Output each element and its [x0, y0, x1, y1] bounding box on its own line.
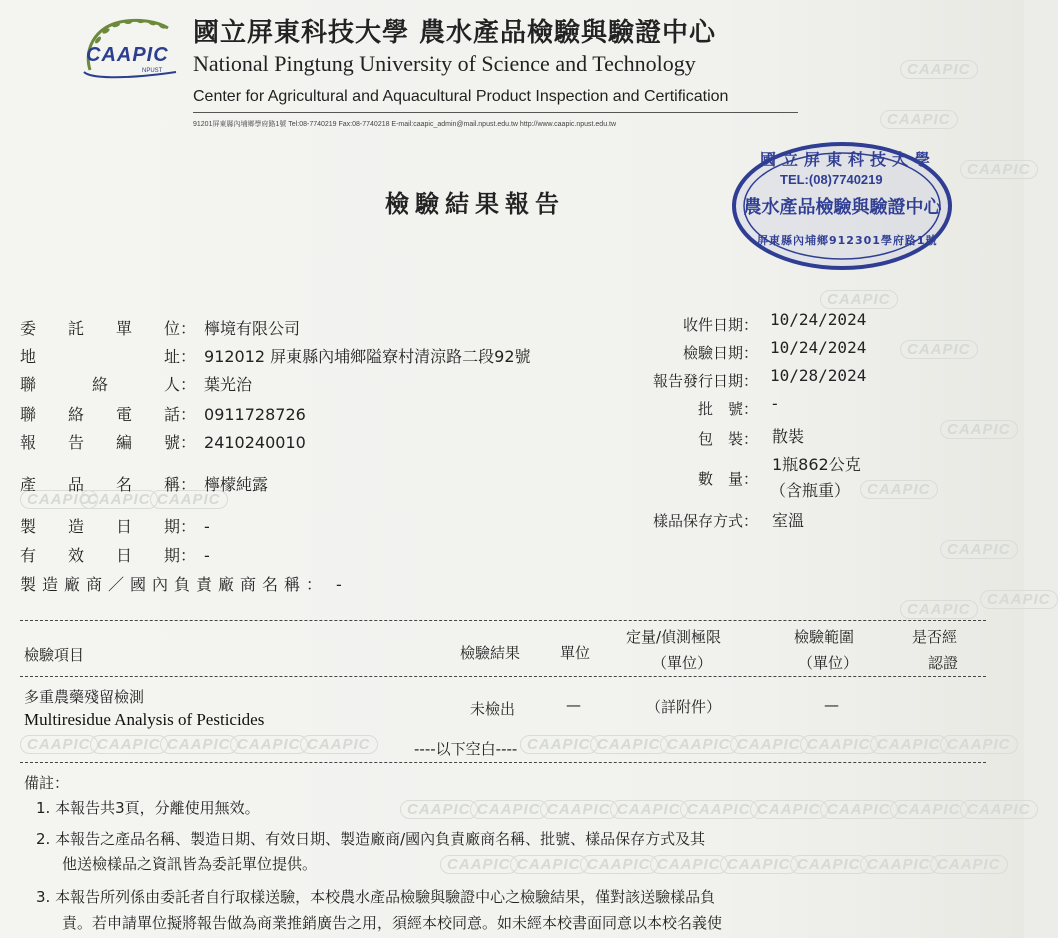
watermark-tile: CAAPIC	[720, 855, 798, 874]
field-label: 產品名稱	[20, 475, 180, 494]
stamp-center-text: 農水產品檢驗與驗證中心	[743, 197, 942, 218]
table-bottom-divider	[20, 762, 986, 763]
field-manufacture-date: 製造日期： -	[20, 514, 210, 537]
field-value: -	[336, 575, 348, 594]
field-value-issued: 10/28/2024	[770, 366, 867, 385]
field-label: 有效日期	[20, 546, 180, 565]
field-report-number: 報告編號： 2410240010	[20, 430, 306, 453]
field-value-packaging: 散裝	[772, 427, 805, 446]
field-value: -	[204, 517, 210, 536]
col-header-result: 檢驗結果	[460, 644, 521, 662]
watermark-tile: CAAPIC	[790, 855, 868, 874]
watermark-tile: CAAPIC	[940, 540, 1018, 559]
watermark-tile: CAAPIC	[660, 735, 738, 754]
field-label: 製造日期	[20, 517, 180, 536]
watermark-tile: CAAPIC	[960, 160, 1038, 179]
logo-text: CAAPIC	[86, 44, 169, 66]
watermark-tile: CAAPIC	[590, 735, 668, 754]
row-limit: （詳附件）	[646, 698, 722, 716]
field-label-packaging: 包 裝：	[697, 430, 758, 448]
field-value: 葉光治	[204, 375, 253, 394]
field-phone: 聯絡電話： 0911728726	[20, 402, 306, 425]
watermark-tile: CAAPIC	[440, 855, 518, 874]
watermark-tile: CAAPIC	[610, 800, 688, 819]
watermark-tile: CAAPIC	[160, 735, 238, 754]
field-label-tested: 檢驗日期：	[682, 344, 758, 362]
table-header-divider	[20, 676, 986, 677]
stamp-tel: TEL:(08)7740219	[780, 172, 883, 187]
watermark-tile: CAAPIC	[470, 800, 548, 819]
field-label-storage: 樣品保存方式：	[652, 512, 758, 530]
watermark-tile: CAAPIC	[90, 735, 168, 754]
col-header-limit: 定量/偵測極限	[626, 628, 722, 646]
col-header-range-unit: （單位）	[798, 654, 859, 672]
row-item-en: Multiresidue Analysis of Pesticides	[24, 710, 265, 729]
field-client: 委託單位： 檸境有限公司	[20, 316, 300, 339]
note-2: 2. 本報告之產品名稱、製造日期、有效日期、製造廠商/國內負責廠商名稱、批號、樣品保存方式及其	[36, 830, 706, 848]
org-name-en: National Pingtung University of Science and Technology	[193, 51, 696, 76]
watermark-tile: CAAPIC	[890, 800, 968, 819]
field-value: 2410240010	[204, 433, 306, 452]
note-2-cont: 他送檢樣品之資訊皆為委託單位提供。	[62, 855, 318, 873]
field-value: -	[204, 546, 210, 565]
blank-marker: ----以下空白----	[414, 740, 518, 758]
field-value-storage: 室溫	[772, 511, 805, 530]
watermark-tile: CAAPIC	[900, 340, 978, 359]
row-range: —	[824, 696, 839, 714]
watermark-tile: CAAPIC	[860, 855, 938, 874]
watermark-tile: CAAPIC	[900, 60, 978, 79]
watermark-tile: CAAPIC	[800, 735, 878, 754]
field-contact-person: 聯絡人： 葉光治	[20, 372, 252, 395]
col-header-range: 檢驗範圍	[794, 628, 855, 646]
watermark-tile: CAAPIC	[880, 110, 958, 129]
watermark-tile: CAAPIC	[730, 735, 808, 754]
field-label: 委託單位	[20, 319, 180, 338]
field-value-quantity-note: （含瓶重）	[770, 481, 851, 500]
watermark-tile: CAAPIC	[80, 490, 158, 509]
logo-subtext: NPUST	[142, 68, 163, 74]
note-3-cont: 責。若申請單位擬將報告做為商業推銷廣告之用，須經本校同意。如未經本校書面同意以本校名義使	[62, 914, 723, 932]
header-divider	[193, 112, 798, 113]
field-value-tested: 10/24/2024	[770, 338, 867, 357]
watermark-tile: CAAPIC	[870, 735, 948, 754]
watermark-tile: CAAPIC	[750, 800, 828, 819]
table-top-divider	[20, 620, 986, 621]
watermark-tile: CAAPIC	[960, 800, 1038, 819]
col-header-unit: 單位	[560, 644, 591, 662]
watermark-tile: CAAPIC	[940, 735, 1018, 754]
report-title: 檢驗結果報告	[385, 189, 565, 218]
watermark-tile: CAAPIC	[510, 855, 588, 874]
row-unit: —	[566, 696, 581, 714]
watermark-tile: CAAPIC	[400, 800, 478, 819]
field-label-received: 收件日期：	[682, 316, 758, 334]
watermark-tile: CAAPIC	[930, 855, 1008, 874]
field-product-name: 產品名稱： 檸檬純露	[20, 472, 268, 495]
field-value: 檸境有限公司	[204, 319, 301, 338]
field-value: 912012 屏東縣內埔鄉隘寮村清涼路二段92號	[204, 347, 531, 366]
field-label: 製造廠商／國內負責廠商名稱	[20, 575, 307, 594]
field-manufacturer: 製造廠商／國內負責廠商名稱： -	[20, 575, 348, 594]
note-1: 1. 本報告共3頁，分離使用無效。	[36, 799, 260, 817]
stamp-top-text: 國立屏東科技大學	[760, 150, 937, 169]
col-header-item: 檢驗項目	[24, 646, 85, 664]
watermark-tile: CAAPIC	[520, 735, 598, 754]
field-value: 0911728726	[204, 405, 306, 424]
stamp-bottom-text: 屏東縣內埔鄉912301學府路1號	[757, 234, 938, 247]
watermark-tile: CAAPIC	[860, 480, 938, 499]
watermark-tile: CAAPIC	[540, 800, 618, 819]
watermark-tile: CAAPIC	[820, 800, 898, 819]
watermark-tile: CAAPIC	[650, 855, 728, 874]
org-name-zh: 國立屏東科技大學 農水產品檢驗與驗證中心	[193, 18, 717, 48]
field-label-issued: 報告發行日期：	[652, 372, 758, 390]
watermark-tile: CAAPIC	[580, 855, 658, 874]
watermark-tile: CAAPIC	[230, 735, 308, 754]
watermark-tile: CAAPIC	[940, 420, 1018, 439]
field-value-quantity: 1瓶862公克	[772, 455, 861, 474]
col-header-cert-2: 認證	[928, 654, 959, 672]
watermark-tile: CAAPIC	[900, 600, 978, 619]
watermark-tile: CAAPIC	[20, 735, 98, 754]
field-label: 聯絡電話	[20, 405, 180, 424]
contact-line: 91201屏東縣內埔鄉學府路1號 Tel:08-7740219 Fax:08-7740218 E-mail:caapic_admin@mail.npust.edu.tw http://www.caapic.npust.edu.tw	[193, 121, 617, 128]
notes-heading: 備註：	[24, 774, 70, 792]
field-label: 地址	[20, 347, 180, 366]
watermark-tile: CAAPIC	[300, 735, 378, 754]
field-value: 檸檬純露	[204, 475, 269, 494]
field-label: 聯絡人	[20, 375, 180, 394]
row-item-zh: 多重農藥殘留檢測	[24, 688, 145, 706]
watermark-tile: CAAPIC	[150, 490, 228, 509]
field-label-quantity: 數 量：	[697, 470, 758, 488]
watermark-tile: CAAPIC	[820, 290, 898, 309]
field-value-batch: -	[770, 394, 780, 413]
note-3: 3. 本報告所列係由委託者自行取樣送驗，本校農水產品檢驗與驗證中心之檢驗結果，僅對該送驗樣品負	[36, 888, 716, 906]
watermark-tile: CAAPIC	[980, 590, 1058, 609]
center-name-en: Center for Agricultural and Aquacultural Product Inspection and Certification	[193, 88, 729, 105]
field-label-batch: 批 號：	[697, 400, 758, 418]
field-value-received: 10/24/2024	[770, 310, 867, 329]
row-result: 未檢出	[470, 700, 516, 718]
field-label: 報告編號	[20, 433, 180, 452]
col-header-cert: 是否經	[912, 628, 958, 646]
field-expiry-date: 有效日期： -	[20, 543, 210, 566]
watermark-tile: CAAPIC	[680, 800, 758, 819]
watermark-tile: CAAPIC	[20, 490, 98, 509]
field-address: 地址： 912012 屏東縣內埔鄉隘寮村清涼路二段92號	[20, 344, 531, 367]
col-header-limit-unit: （單位）	[652, 654, 713, 672]
